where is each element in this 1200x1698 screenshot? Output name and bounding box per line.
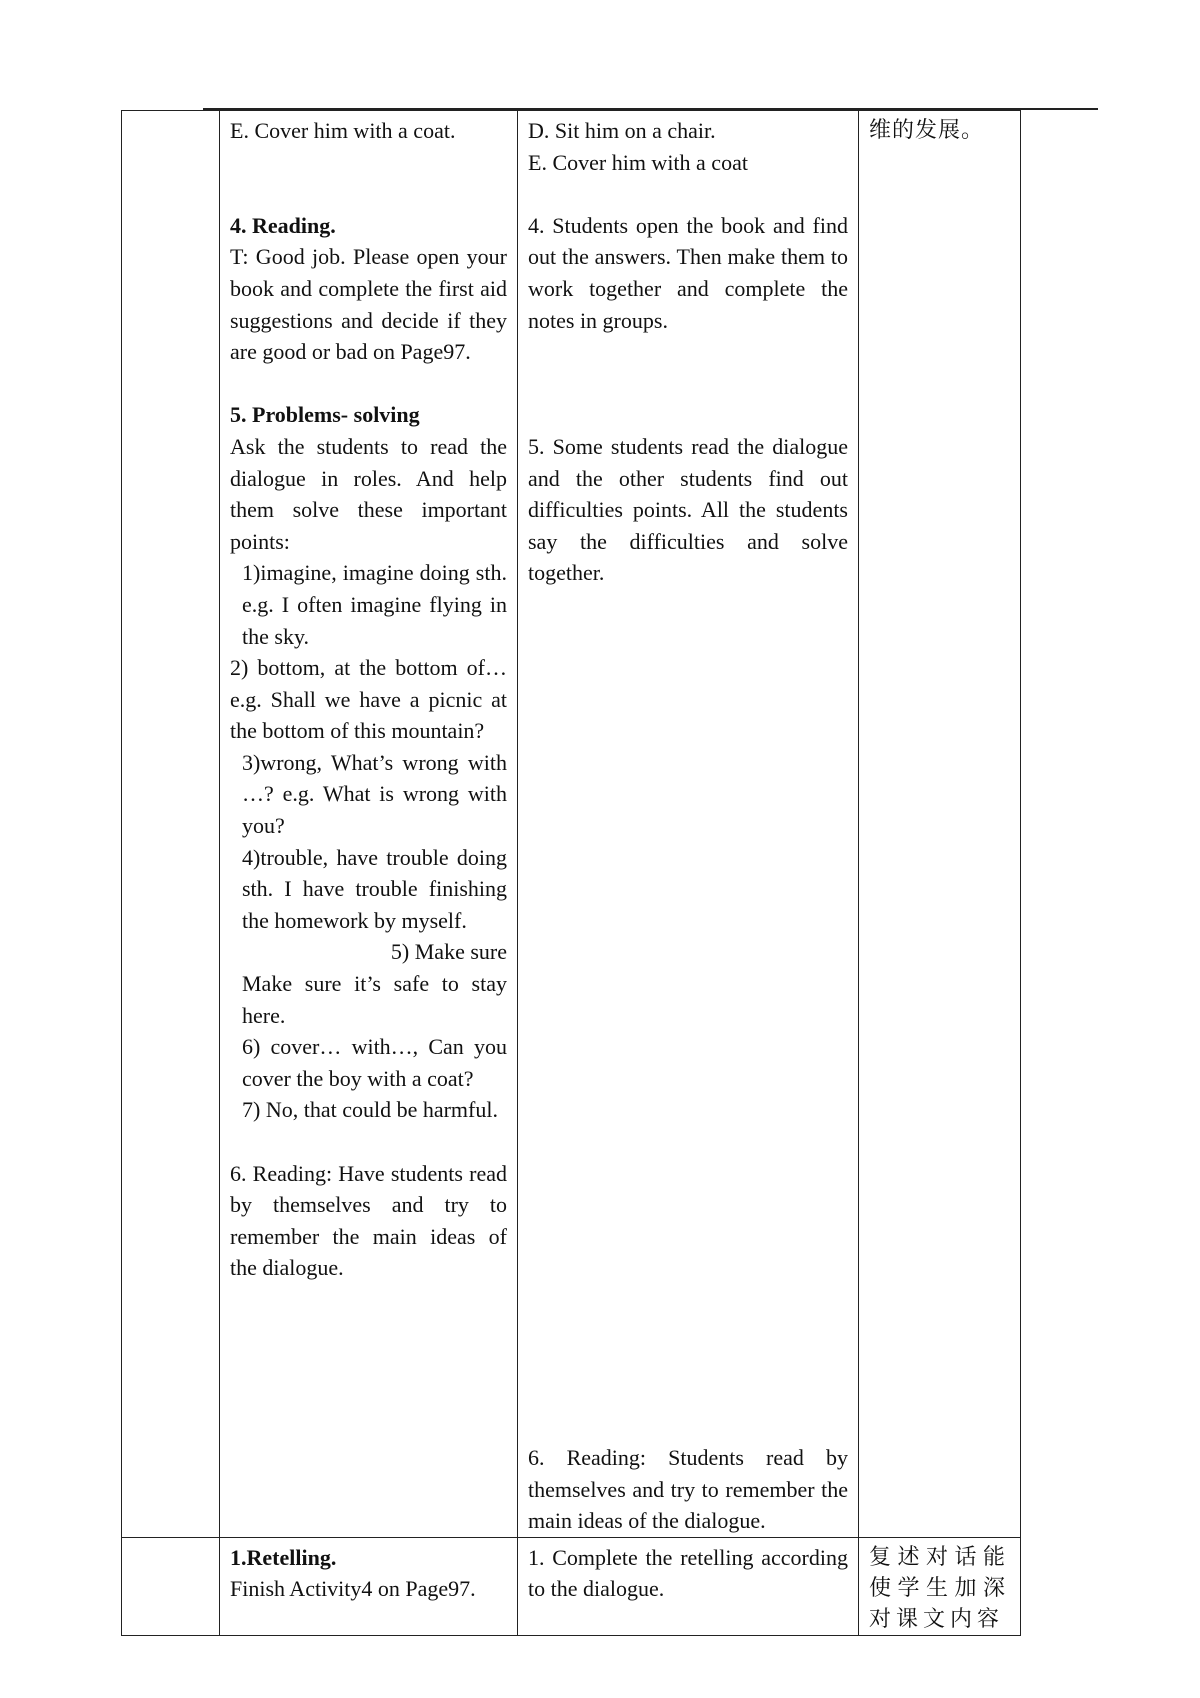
student-option-d: D. Sit him on a chair. [528,118,716,143]
point-6: 6) cover… with…, Can you cover the boy with a coat? [242,1034,507,1091]
point-2: 2) bottom, at the bottom of… e.g. Shall we have a picnic at the bottom of this mountain? [230,655,507,744]
step-5-text: Ask the students to read the dialogue in roles. And help them solve these important points: [230,433,507,554]
purpose-cell [859,111,1021,1538]
point-4: 4)trouble, have trouble doing sth. I have trouble finishing the homework by myself. [242,844,507,933]
student-step-6: 6. Reading: Students read by themselves and try to remember the main ideas of the dialogue. [528,1444,848,1534]
point-5-heading: 5) Make sure [390,939,507,965]
point-3: 3)wrong, What’s wrong with …? e.g. What is wrong with you? [242,749,507,839]
table-row [122,1537,1021,1635]
student-option-e: E. Cover him with a coat [528,149,748,175]
teacher-option-e: E. Cover him with a coat. [230,118,456,143]
step-4-title: 4. Reading. [230,212,336,238]
retelling-text: Finish Activity4 on Page97. [230,1576,476,1602]
step-5-title: 5. Problems- solving [230,402,420,428]
retelling-title: 1.Retelling. [230,1544,337,1570]
teacher-activity-cell [220,111,518,1538]
purpose-text: 复述对话能使学生加深对课文内容 [869,1544,1010,1632]
teacher-activity-cell [220,1537,518,1635]
purpose-text: 维的发展。 [869,118,985,143]
student-activity-cell [518,111,859,1538]
stage-cell [122,1537,220,1635]
point-7: 7) No, that could be harmful. [242,1097,498,1123]
student-retelling: 1. Complete the retelling according to the dialogue. [528,1544,848,1602]
lesson-plan-table [121,110,1021,1636]
point-5-example: Make sure it’s safe to stay here. [242,971,507,1028]
student-step-4: 4. Students open the book and find out the answers. Then make them to work together and complete the notes in groups. [528,212,848,333]
student-step-5: 5. Some students read the dialogue and the other students find out difficulties points. All the students say the difficulties and solve together. [528,433,848,586]
purpose-cell [859,1537,1021,1635]
point-1: 1)imagine, imagine doing sth. e.g. I often imagine flying in the sky. [242,560,507,649]
student-activity-cell [518,1537,859,1635]
step-6-text: 6. Reading: Have students read by themselves and try to remember the main ideas of the dialogue. [230,1160,507,1281]
table-row [122,111,1021,1538]
step-4-text: T: Good job. Please open your book and complete the first aid suggestions and decide if they are good or bad on Page97. [230,244,507,365]
stage-cell [122,111,220,1538]
